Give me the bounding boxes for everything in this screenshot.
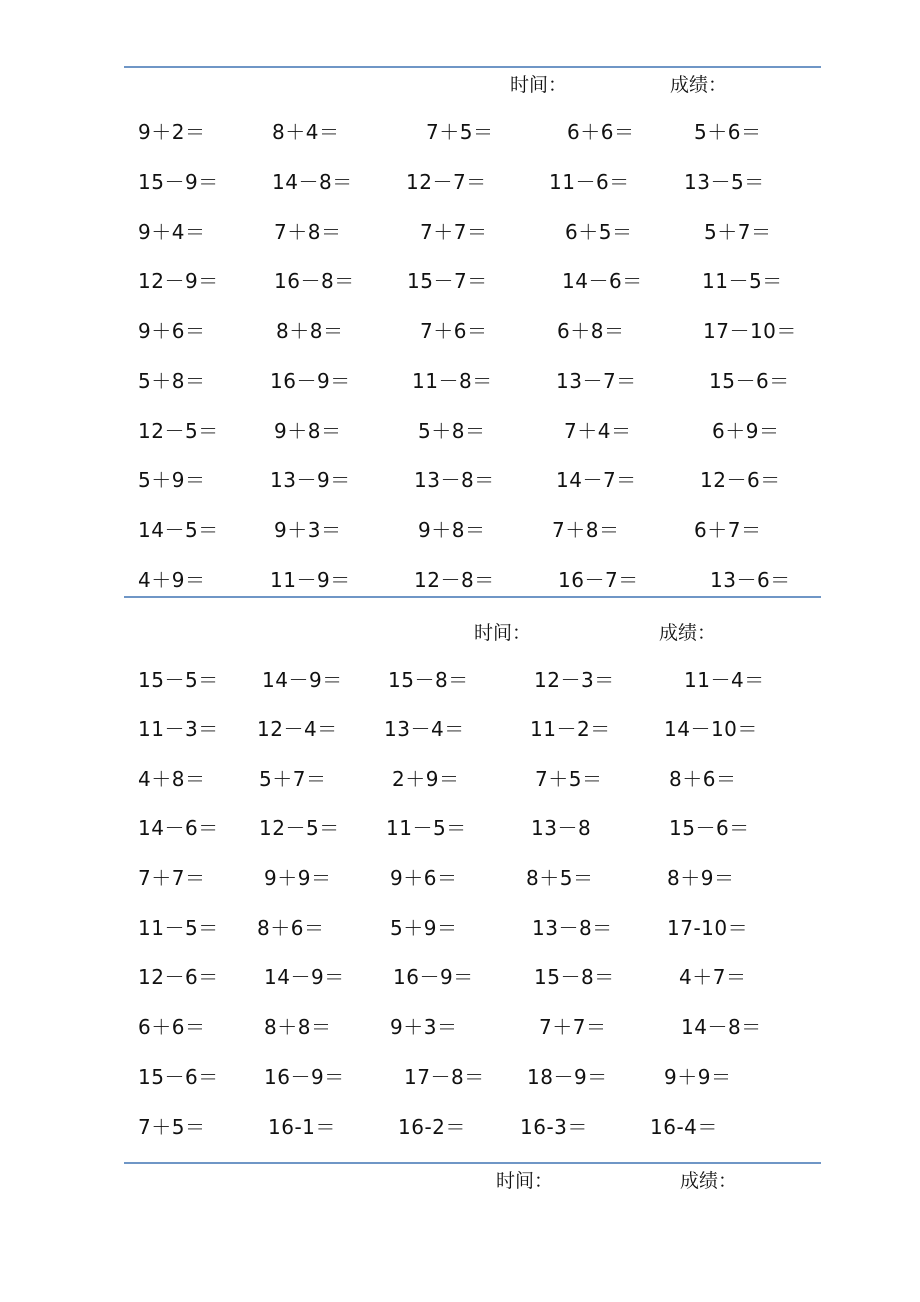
math-problem: 8＋8＝: [276, 319, 344, 343]
math-problem: 9＋4＝: [138, 220, 206, 244]
math-problem: 9＋3＝: [390, 1015, 458, 1039]
math-problem: 7＋7＝: [420, 220, 488, 244]
math-problem: 7＋6＝: [420, 319, 488, 343]
math-problem: 14－8＝: [681, 1015, 762, 1039]
math-problem: 8＋9＝: [667, 866, 735, 890]
math-problem: 15－6＝: [138, 1065, 219, 1089]
math-problem: 14－5＝: [138, 518, 219, 542]
math-problem: 12－5＝: [138, 419, 219, 443]
problem-row: [0, 665, 920, 695]
math-problem: 12－5＝: [259, 816, 340, 840]
math-problem: 6＋6＝: [138, 1015, 206, 1039]
math-problem: 15－8＝: [534, 965, 615, 989]
math-problem: 13－6＝: [710, 568, 791, 592]
problem-row: [0, 1112, 920, 1142]
math-problem: 6＋9＝: [712, 419, 780, 443]
math-problem: 8＋4＝: [272, 120, 340, 144]
math-problem: 13－5＝: [684, 170, 765, 194]
math-problem: 12－9＝: [138, 269, 219, 293]
math-problem: 7＋5＝: [426, 120, 494, 144]
math-problem: 13－7＝: [556, 369, 637, 393]
problem-row: [0, 1062, 920, 1092]
math-problem: 9＋9＝: [664, 1065, 732, 1089]
math-problem: 12－4＝: [257, 717, 338, 741]
section-2-time-label: 时间：: [474, 622, 532, 644]
math-problem: 13－8＝: [532, 916, 613, 940]
math-problem: 8＋6＝: [669, 767, 737, 791]
problem-row: [0, 813, 920, 843]
problem-row: [0, 117, 920, 147]
math-problem: 6＋8＝: [557, 319, 625, 343]
math-problem: 15－9＝: [138, 170, 219, 194]
math-problem: 16-1＝: [268, 1115, 336, 1139]
math-problem: 11－8＝: [412, 369, 493, 393]
math-problem: 12－8＝: [414, 568, 495, 592]
math-problem: 4＋8＝: [138, 767, 206, 791]
problem-row: [0, 266, 920, 296]
footer-time-label: 时间：: [496, 1170, 554, 1192]
math-problem: 14－6＝: [138, 816, 219, 840]
math-problem: 13－9＝: [270, 468, 351, 492]
problem-row: [0, 565, 920, 595]
math-problem: 13－8＝: [414, 468, 495, 492]
math-problem: 15－5＝: [138, 668, 219, 692]
math-problem: 12－6＝: [700, 468, 781, 492]
math-problem: 11－6＝: [549, 170, 630, 194]
math-problem: 5＋9＝: [138, 468, 206, 492]
math-problem: 14－9＝: [262, 668, 343, 692]
math-problem: 7＋7＝: [138, 866, 206, 890]
math-problem: 12－6＝: [138, 965, 219, 989]
problem-row: [0, 366, 920, 396]
section-1-time-label: 时间：: [510, 74, 568, 96]
problem-row: [0, 863, 920, 893]
math-problem: 9＋2＝: [138, 120, 206, 144]
math-problem: 13－8: [531, 816, 592, 840]
math-problem: 11－5＝: [138, 916, 219, 940]
math-problem: 17－8＝: [404, 1065, 485, 1089]
problem-row: [0, 316, 920, 346]
math-problem: 8＋6＝: [257, 916, 325, 940]
math-problem: 11－5＝: [386, 816, 467, 840]
math-problem: 15－6＝: [669, 816, 750, 840]
problem-row: [0, 962, 920, 992]
math-problem: 18－9＝: [527, 1065, 608, 1089]
math-problem: 12－3＝: [534, 668, 615, 692]
math-problem: 7＋5＝: [535, 767, 603, 791]
math-problem: 9＋8＝: [274, 419, 342, 443]
bottom-rule: [124, 1162, 821, 1164]
math-problem: 16－8＝: [274, 269, 355, 293]
math-problem: 7＋5＝: [138, 1115, 206, 1139]
math-problem: 15－8＝: [388, 668, 469, 692]
math-problem: 7＋8＝: [552, 518, 620, 542]
math-problem: 14－9＝: [264, 965, 345, 989]
math-problem: 6＋5＝: [565, 220, 633, 244]
problem-row: [0, 1012, 920, 1042]
math-problem: 16-2＝: [398, 1115, 466, 1139]
math-problem: 16－9＝: [393, 965, 474, 989]
math-problem: 9＋3＝: [274, 518, 342, 542]
problem-row: [0, 913, 920, 943]
problem-row: [0, 714, 920, 744]
math-problem: 5＋6＝: [694, 120, 762, 144]
math-problem: 15－7＝: [407, 269, 488, 293]
math-problem: 14－8＝: [272, 170, 353, 194]
math-problem: 5＋9＝: [390, 916, 458, 940]
math-problem: 9＋6＝: [390, 866, 458, 890]
math-problem: 11－2＝: [530, 717, 611, 741]
math-problem: 11－5＝: [702, 269, 783, 293]
math-problem: 9＋9＝: [264, 866, 332, 890]
math-problem: 6＋6＝: [567, 120, 635, 144]
math-problem: 9＋8＝: [418, 518, 486, 542]
section-1-score-label: 成绩：: [670, 74, 728, 96]
problem-row: [0, 217, 920, 247]
math-problem: 13－4＝: [384, 717, 465, 741]
math-problem: 5＋7＝: [704, 220, 772, 244]
math-problem: 16-4＝: [650, 1115, 718, 1139]
problem-row: [0, 515, 920, 545]
math-problem: 14－7＝: [556, 468, 637, 492]
math-problem: 4＋9＝: [138, 568, 206, 592]
problem-row: [0, 764, 920, 794]
math-problem: 7＋7＝: [539, 1015, 607, 1039]
math-problem: 4＋7＝: [679, 965, 747, 989]
section-2-score-label: 成绩：: [659, 622, 717, 644]
problem-row: [0, 416, 920, 446]
math-problem: 5＋7＝: [259, 767, 327, 791]
math-problem: 14－6＝: [562, 269, 643, 293]
math-problem: 12－7＝: [406, 170, 487, 194]
math-problem: 7＋8＝: [274, 220, 342, 244]
math-problem: 5＋8＝: [418, 419, 486, 443]
math-problem: 5＋8＝: [138, 369, 206, 393]
math-problem: 7＋4＝: [564, 419, 632, 443]
math-problem: 16－9＝: [264, 1065, 345, 1089]
math-problem: 16－7＝: [558, 568, 639, 592]
math-problem: 9＋6＝: [138, 319, 206, 343]
math-problem: 2＋9＝: [392, 767, 460, 791]
math-problem: 15－6＝: [709, 369, 790, 393]
problem-row: [0, 465, 920, 495]
math-problem: 8＋8＝: [264, 1015, 332, 1039]
math-problem: 16－9＝: [270, 369, 351, 393]
math-problem: 8＋5＝: [526, 866, 594, 890]
top-rule: [124, 66, 821, 68]
math-problem: 14－10＝: [664, 717, 758, 741]
math-problem: 11－4＝: [684, 668, 765, 692]
math-problem: 16-3＝: [520, 1115, 588, 1139]
math-problem: 11－3＝: [138, 717, 219, 741]
footer-score-label: 成绩：: [680, 1170, 738, 1192]
problem-row: [0, 167, 920, 197]
math-problem: 17-10＝: [667, 916, 749, 940]
math-problem: 17－10＝: [703, 319, 797, 343]
math-problem: 11－9＝: [270, 568, 351, 592]
math-problem: 6＋7＝: [694, 518, 762, 542]
section-divider-rule: [124, 596, 821, 598]
